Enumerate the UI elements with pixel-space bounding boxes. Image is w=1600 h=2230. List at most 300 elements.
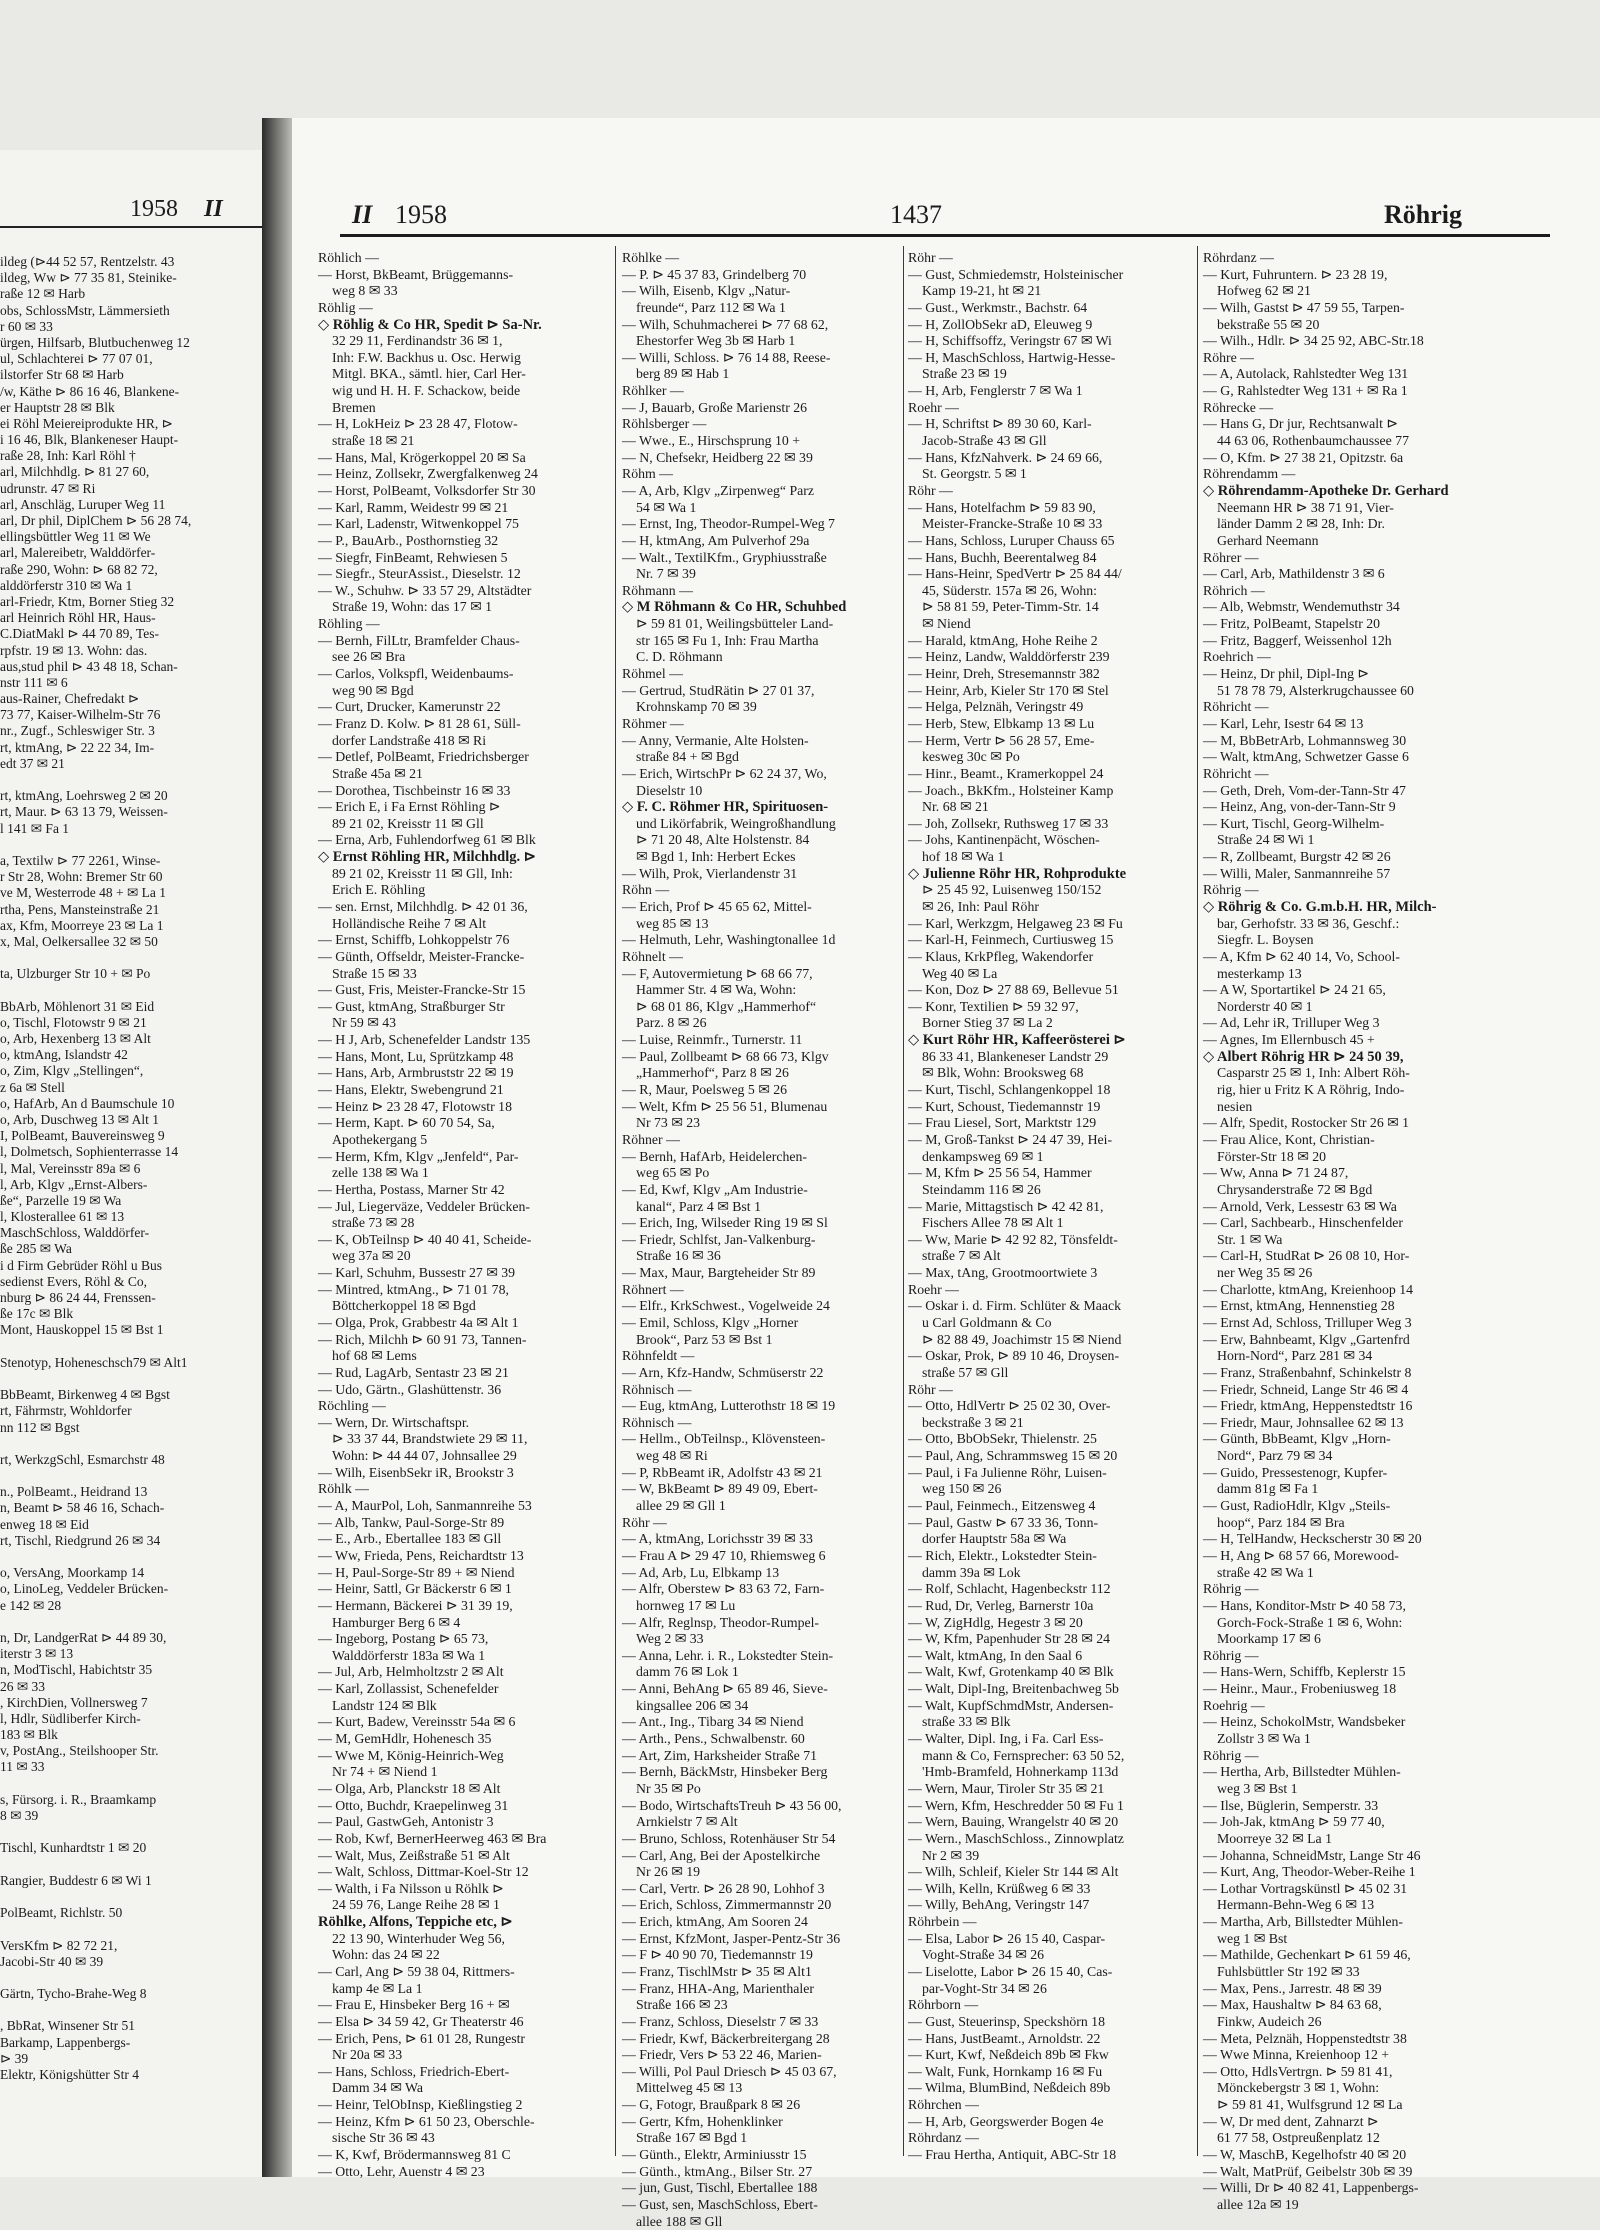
directory-entry-line: Straße 19, Wohn: das 17 ✉ 1	[332, 599, 493, 615]
left-entry-line	[0, 982, 262, 998]
directory-entry-line: — Wilh, Schleif, Kieler Str 144 ✉ Alt	[908, 1864, 1119, 1880]
directory-entry-line: — Kurt, Schoust, Tiedemannstr 19	[908, 1098, 1101, 1114]
directory-entry-line: C. D. Röhmann	[636, 649, 723, 665]
directory-entry-line: Weg 2 ✉ 33	[636, 1631, 704, 1647]
directory-entry-line: — Max, Maur, Bargteheider Str 89	[622, 1265, 816, 1281]
left-entry-line: l, Dolmetsch, Sophienterrasse 14	[0, 1144, 179, 1160]
directory-entry-line: — Ant., Ing., Tibarg 34 ✉ Niend	[622, 1714, 804, 1730]
directory-entry-line: — Klaus, KrkPfleg, Wakendorfer	[908, 948, 1094, 964]
directory-entry-line: — Gust., Werkmstr., Bachstr. 64	[908, 299, 1088, 315]
directory-entry-line: — Heinz, Kfm ⊳ 61 50 23, Oberschle-	[318, 2113, 535, 2129]
surname-heading: Röhnfeldt —	[622, 1348, 695, 1364]
directory-entry-line: — Horst, PolBeamt, Volksdorfer Str 30	[318, 482, 536, 498]
directory-entry-line: — Hinr., Beamt., Kramerkoppel 24	[908, 765, 1104, 781]
surname-heading: Röhrig —	[1203, 882, 1259, 898]
surname-heading: Röhricht —	[1203, 699, 1269, 715]
directory-entry-line: — Hans, Buchh, Beerentalweg 84	[908, 549, 1097, 565]
directory-entry-line: see 26 ✉ Bra	[332, 649, 406, 665]
left-entry-line: 11 ✉ 33	[0, 1759, 45, 1775]
directory-entry-line: Nr 2 ✉ 39	[922, 1847, 980, 1863]
left-entry-line: Stenotyp, Hoheneschsch79 ✉ Alt1	[0, 1354, 188, 1370]
directory-entry-line: — F, Autovermietung ⊳ 68 66 77,	[622, 965, 813, 981]
left-entry-line	[0, 1970, 262, 1986]
directory-entry-line: — Erich, WirtschPr ⊳ 62 24 37, Wo,	[622, 765, 827, 781]
directory-entry-line: — Elsa ⊳ 34 59 42, Gr Theaterstr 46	[318, 2013, 524, 2029]
directory-entry-line: — H, TelHandw, Heckscherstr 30 ✉ 20	[1203, 1531, 1422, 1547]
directory-entry-line: — Curt, Drucker, Kamerunstr 22	[318, 699, 501, 715]
directory-entry-line: — Walt, Mus, Zeißstraße 51 ✉ Alt	[318, 1847, 510, 1863]
directory-entry-line: — E., Arb., Ebertallee 183 ✉ Gll	[318, 1531, 502, 1547]
left-entry-line: n, ModTischl, Habichtstr 35	[0, 1662, 153, 1678]
surname-heading: Röhner —	[622, 1131, 680, 1147]
left-entry-line: n, Dr, LandgerRat ⊳ 44 89 30,	[0, 1629, 167, 1645]
directory-entry-line: — Bruno, Schloss, Rotenhäuser Str 54	[622, 1830, 836, 1846]
left-entry-line: n., PolBeamt., Heidrand 13	[0, 1484, 148, 1500]
directory-entry-line: — A, MaurPol, Loh, Sanmannreihe 53	[318, 1498, 532, 1514]
directory-entry-line: Fischers Allee 78 ✉ Alt 1	[922, 1215, 1064, 1231]
left-entry-line: r Str 28, Wohn: Bremer Str 60	[0, 869, 163, 885]
directory-entry-line: — Rich, Elektr., Lokstedter Stein-	[908, 1547, 1097, 1563]
directory-entry-line: weg 90 ✉ Bgd	[332, 682, 414, 698]
directory-entry-line: — Frau Liesel, Sort, Marktstr 129	[908, 1115, 1097, 1131]
directory-entry-line: — Ww, Marie ⊳ 42 92 82, Tönsfeldt-	[908, 1231, 1118, 1247]
surname-heading: Röhr —	[908, 482, 953, 498]
left-entry-line: o, HafArb, An d Baumschule 10	[0, 1095, 175, 1111]
directory-entry-line: — Udo, Gärtn., Glashüttenstr. 36	[318, 1381, 502, 1397]
directory-entry-line: — Herm, Vertr ⊳ 56 28 57, Eme-	[908, 732, 1095, 748]
directory-entry-line: — Hans, Mont, Lu, Sprützkamp 48	[318, 1048, 514, 1064]
surname-heading: Roehr —	[908, 1281, 959, 1297]
header-volume: II	[352, 200, 373, 229]
left-entry-line: iterstr 3 ✉ 13	[0, 1646, 74, 1662]
directory-entry-line: — Ernst, Ing, Theodor-Rumpel-Weg 7	[622, 516, 835, 532]
directory-entry-line: — G, Rahlstedter Weg 131 + ✉ Ra 1	[1203, 383, 1408, 399]
directory-entry-line: — Hans, Schloss, Friedrich-Ebert-	[318, 2063, 510, 2079]
directory-entry-line: straße 57 ✉ Gll	[922, 1364, 1009, 1380]
directory-entry-line: — N, Chefsekr, Heidberg 22 ✉ 39	[622, 449, 813, 465]
left-entry-line: o, Arb, Hexenberg 13 ✉ Alt	[0, 1031, 151, 1046]
left-entry-line: o, LinoLeg, Veddeler Brücken-	[0, 1581, 169, 1597]
left-entry-line: rt, Fährmstr, Wohldorfer	[0, 1403, 132, 1419]
left-header-volume: II	[204, 196, 223, 222]
directory-entry-line: — Guido, Pressestenogr, Kupfer-	[1203, 1464, 1388, 1480]
directory-entry-line: — M, GemHdlr, Hohenesch 35	[318, 1731, 492, 1747]
directory-entry-line: ◇ Röhlig & Co HR, Spedit ⊳ Sa-Nr.	[318, 316, 542, 333]
directory-entry-line: — Wwe Minna, Kreienhoop 12 +	[1203, 2047, 1390, 2063]
directory-entry-line: — Hans, Konditor-Mstr ⊳ 40 58 73,	[1203, 1597, 1406, 1613]
directory-entry-line: — Alb, Tankw, Paul-Sorge-Str 89	[318, 1514, 505, 1530]
directory-entry-line: — Erich E, i Fa Ernst Röhling ⊳	[318, 799, 501, 815]
left-entry-line: ße 285 ✉ Wa	[0, 1241, 72, 1257]
directory-entry-line: — Carl, Sachbearb., Hinschenfelder	[1203, 1215, 1403, 1231]
directory-entry-line: — Ernst, Schiffb, Lohkoppelstr 76	[318, 932, 510, 948]
directory-entry-line: — Hertha, Arb, Billstedter Mühlen-	[1203, 1764, 1401, 1780]
directory-entry-line: — Hans, Schloss, Luruper Chauss 65	[908, 532, 1115, 548]
directory-entry-line: Straße 16 ✉ 36	[636, 1248, 721, 1264]
directory-entry-line: 32 29 11, Ferdinandstr 36 ✉ 1,	[332, 333, 503, 349]
directory-entry-line: — Arn, Kfz-Handw, Schmüserstr 22	[622, 1364, 824, 1380]
directory-entry-line: weg 150 ✉ 26	[922, 1481, 1002, 1497]
directory-entry-line: Finkw, Audeich 26	[1217, 2013, 1322, 2029]
directory-entry-line: — Johs, Kantinenpächt, Wöschen-	[908, 832, 1100, 848]
surname-heading: Röchling —	[318, 1398, 386, 1414]
directory-entry-line: — Karl, Lehr, Isestr 64 ✉ 13	[1203, 715, 1364, 731]
directory-entry-line: dorfer Hauptstr 58a ✉ Wa	[922, 1531, 1067, 1547]
directory-entry-line: — Martha, Arb, Billstedter Mühlen-	[1203, 1914, 1404, 1930]
directory-entry-line: Böttcherkoppel 18 ✉ Bgd	[332, 1298, 476, 1314]
directory-entry-line: — Walt, ktmAng, Schwetzer Gasse 6	[1203, 749, 1409, 765]
directory-entry-line: Nr 20a ✉ 33	[332, 2047, 403, 2063]
directory-entry-line: — Karl-H, Feinmech, Curtiusweg 15	[908, 932, 1114, 948]
surname-heading: Röhlsberger —	[622, 416, 707, 432]
directory-entry-line: — Karl, Schuhm, Bussestr 27 ✉ 39	[318, 1265, 516, 1281]
directory-entry-line: — Rich, Milchh ⊳ 60 91 73, Tannen-	[318, 1331, 527, 1347]
left-entry-line: Gärtn, Tycho-Brahe-Weg 8	[0, 1986, 147, 2002]
directory-entry-line: straße 42 ✉ Wa 1	[1217, 1564, 1314, 1580]
left-entry-line	[0, 1436, 262, 1452]
directory-entry-line: — Willi, Schloss. ⊳ 76 14 88, Reese-	[622, 349, 831, 365]
directory-entry-line: 22 13 90, Winterhuder Weg 56,	[332, 1930, 505, 1946]
directory-entry-line: — Franz, TischlMstr ⊳ 35 ✉ Alt1	[622, 1963, 812, 1979]
left-entry-line: ax, Kfm, Moorreye 23 ✉ La 1	[0, 917, 164, 933]
directory-entry-line: damm 81g ✉ Fa 1	[1217, 1481, 1319, 1497]
surname-heading: Röhmann —	[622, 582, 693, 598]
directory-entry-line: ✉ Blk, Wohn: Brooksweg 68	[922, 1065, 1084, 1081]
directory-entry-line: — A W, Sportartikel ⊳ 24 21 65,	[1203, 982, 1386, 998]
directory-entry-line: — Fritz, PolBeamt, Stapelstr 20	[1203, 616, 1381, 632]
directory-entry-line: — Olga, Arb, Planckstr 18 ✉ Alt	[318, 1780, 501, 1796]
directory-entry-line: — Karl, Werkzgm, Helgaweg 23 ✉ Fu	[908, 915, 1123, 931]
surname-heading: Röhnelt —	[622, 948, 683, 964]
directory-entry-line: Weg 40 ✉ La	[922, 965, 998, 981]
directory-entry-line: — H, LokHeiz ⊳ 23 28 47, Flotow-	[318, 416, 518, 432]
directory-entry-line: — H, Schriftst ⊳ 89 30 60, Karl-	[908, 416, 1092, 432]
directory-entry-line: Zollstr 3 ✉ Wa 1	[1217, 1731, 1311, 1747]
directory-entry-line: freunde“, Parz 112 ✉ Wa 1	[636, 299, 786, 315]
directory-entry-line: 54 ✉ Wa 1	[636, 499, 697, 515]
surname-heading: Röhrdanz —	[1203, 250, 1274, 265]
directory-entry-line: — Rud, LagArb, Sentastr 23 ✉ 21	[318, 1364, 509, 1380]
surname-heading: Röhrborn —	[908, 1997, 979, 2013]
directory-entry-line: Straße 45a ✉ 21	[332, 765, 423, 781]
surname-heading: Röhricht —	[1203, 765, 1269, 781]
directory-entry-line: — Franz, Schloss, Dieselstr 7 ✉ 33	[622, 2013, 819, 2029]
directory-entry-line: — Rolf, Schlacht, Hagenbeckstr 112	[908, 1581, 1111, 1597]
directory-entry-line: — Willi, Pol Paul Driesch ⊳ 45 03 67,	[622, 2063, 837, 2079]
directory-entry-line: — Gertrud, StudRätin ⊳ 27 01 37,	[622, 682, 815, 698]
directory-entry-line: straße 33 ✉ Blk	[922, 1714, 1011, 1730]
left-entry-line	[0, 1776, 262, 1792]
directory-entry-line: kesweg 30c ✉ Po	[922, 749, 1020, 765]
left-entry-line: Barkamp, Lappenbergs-	[0, 2034, 131, 2050]
directory-entry-line: Wohn: das 24 ✉ 22	[332, 1947, 440, 1963]
directory-entry-line: — Carl, Vertr. ⊳ 26 28 90, Lohhof 3	[622, 1880, 825, 1896]
directory-entry-line: — Walt., TextilKfm., Gryphiusstraße	[622, 549, 827, 565]
directory-entry-line: Voght-Straße 34 ✉ 26	[922, 1947, 1045, 1963]
directory-entry-line: — K, ObTeilnsp ⊳ 40 40 41, Scheide-	[318, 1231, 532, 1247]
left-entry-line: 73 77, Kaiser-Wilhelm-Str 76	[0, 707, 161, 723]
directory-entry-line: Gerhard Neemann	[1217, 532, 1319, 548]
directory-entry-line: — Erw, Bahnbeamt, Klgv „Gartenfrd	[1203, 1331, 1410, 1347]
directory-entry-line: — Alfr, Spedit, Rostocker Str 26 ✉ 1	[1203, 1115, 1410, 1131]
left-entry-line: o, ktmAng, Islandstr 42	[0, 1047, 128, 1063]
directory-entry-line: Casparstr 25 ✉ 1, Inh: Albert Röh-	[1217, 1065, 1410, 1081]
left-entry-line: s, Fürsorg. i. R., Braamkamp	[0, 1791, 157, 1807]
left-entry-line: , BbRat, Winsener Str 51	[0, 2018, 135, 2034]
left-entry-line: arl Heinrich Röhl HR, Haus-	[0, 610, 156, 626]
left-entry-line	[0, 837, 262, 853]
directory-entry-line: 44 63 06, Rothenbaumchaussee 77	[1217, 433, 1409, 449]
directory-entry-line: — Wern, Maur, Tiroler Str 35 ✉ 21	[908, 1780, 1105, 1796]
directory-entry-line: weg 1 ✉ Bst	[1217, 1930, 1288, 1946]
directory-entry-line: — M, Kfm ⊳ 25 56 54, Hammer	[908, 1165, 1092, 1181]
left-entry-line: n, Beamt ⊳ 58 46 16, Schach-	[0, 1500, 165, 1516]
directory-entry-line: nesien	[1217, 1098, 1253, 1114]
left-entry-line: ta, Ulzburger Str 10 + ✉ Po	[0, 966, 151, 982]
directory-entry-line: Inh: F.W. Backhus u. Osc. Herwig	[332, 349, 521, 365]
directory-entry-line: Nr 73 ✉ 23	[636, 1115, 701, 1131]
directory-entry-line: — Lothar Vortragskünstl ⊳ 45 02 31	[1203, 1880, 1408, 1896]
left-entry-line: r 60 ✉ 33	[0, 318, 53, 334]
directory-entry-line: — Otto, HdlsVertrgn. ⊳ 59 81 41,	[1203, 2063, 1393, 2079]
surname-heading: Roehrig —	[1203, 1697, 1265, 1713]
directory-entry-line: — P., BauArb., Posthornstieg 32	[318, 532, 499, 548]
left-entry-line	[0, 1921, 262, 1937]
left-entry-line	[0, 1339, 262, 1355]
left-entry-line	[0, 1824, 262, 1840]
directory-entry-line: — W., Schuhw. ⊳ 33 57 29, Altstädter	[318, 582, 532, 598]
directory-entry-line: — Hans, Elektr, Swebengrund 21	[318, 1082, 504, 1098]
left-entry-line: udrunstr. 47 ✉ Ri	[0, 480, 96, 496]
directory-entry-line: — P, RbBeamt iR, Adolfstr 43 ✉ 21	[622, 1464, 823, 1480]
left-entry-line: o, VersAng, Moorkamp 14	[0, 1565, 145, 1581]
directory-entry-line: — Heinr, TelObInsp, Kießlingstieg 2	[318, 2097, 523, 2113]
directory-entry-line: „Hammerhof“, Parz 8 ✉ 26	[636, 1065, 789, 1081]
left-entry-line	[0, 1371, 262, 1387]
directory-entry-line: — Kon, Doz ⊳ 27 88 69, Bellevue 51	[908, 982, 1119, 998]
left-entry-line: VersKfm ⊳ 82 72 21,	[0, 1937, 118, 1953]
column-divider	[615, 246, 616, 2156]
left-entry-line: ürgen, Hilfsarb, Blutbuchenweg 12	[0, 334, 190, 350]
directory-entry-line: — Wilh., Hdlr. ⊳ 34 25 92, ABC-Str.18	[1203, 333, 1424, 349]
directory-entry-line: Röhlke, Alfons, Teppiche etc, ⊳	[318, 1914, 513, 1931]
surname-heading: Röhrecke —	[1203, 399, 1274, 415]
left-entry-line: o, Arb, Duschweg 13 ✉ Alt 1	[0, 1111, 160, 1127]
directory-entry-line: — Joach., BkKfm., Holsteiner Kamp	[908, 782, 1114, 798]
directory-entry-line: — Olga, Prok, Grabbestr 4a ✉ Alt 1	[318, 1315, 519, 1330]
directory-entry-line: Straße 15 ✉ 33	[332, 965, 417, 981]
directory-entry-line: Hamburger Berg 6 ✉ 4	[332, 1614, 461, 1630]
directory-entry-line: — Arnold, Verk, Lessestr 63 ✉ Wa	[1203, 1198, 1397, 1214]
directory-entry-line: Arnkielstr 7 ✉ Alt	[636, 1814, 738, 1830]
directory-entry-line: Nord“, Parz 79 ✉ 34	[1217, 1448, 1333, 1464]
directory-entry-line: — O, Kfm. ⊳ 27 38 21, Opitzstr. 6a	[1203, 449, 1404, 465]
directory-entry-line: Kamp 19-21, ht ✉ 21	[922, 283, 1042, 299]
directory-entry-line: Apothekergang 5	[332, 1131, 428, 1147]
directory-column-4	[1203, 250, 1485, 2212]
left-entry-line	[0, 1549, 262, 1565]
left-entry-line: x, Mal, Oelkersallee 32 ✉ 50	[0, 933, 158, 949]
directory-entry-line: kanal“, Parz 4 ✉ Bst 1	[636, 1198, 761, 1214]
left-page	[0, 150, 262, 2177]
left-entry-line: raße 290, Wohn: ⊳ 68 82 72,	[0, 561, 158, 577]
directory-entry-line: par-Voght-Str 34 ✉ 26	[922, 1980, 1047, 1996]
directory-entry-line: Straße 23 ✉ 19	[922, 366, 1007, 382]
directory-entry-line: allee 188 ✉ Gll	[636, 2213, 723, 2229]
directory-entry-line: — Paul, GastwGeh, Antonistr 3	[318, 1814, 494, 1830]
left-entry-line: rtha, Pens, Mansteinstraße 21	[0, 901, 160, 917]
directory-entry-line: denkampsweg 69 ✉ 1	[922, 1148, 1044, 1164]
left-entry-line	[0, 1468, 262, 1484]
directory-entry-line: — Carl-H, StudRat ⊳ 26 08 10, Hor-	[1203, 1248, 1410, 1264]
left-entry-line: v, PostAng., Steilshooper Str.	[0, 1743, 159, 1759]
directory-entry-line: — Bodo, WirtschaftsTreuh ⊳ 43 56 00,	[622, 1797, 842, 1813]
directory-entry-line: — Günth., ktmAng., Bilser Str. 27	[622, 2163, 813, 2179]
left-entry-line: o, Zim, Klgv „Stellingen“,	[0, 1063, 144, 1079]
directory-entry-line: — Bernh, BäckMstr, Hinsbeker Berg	[622, 1764, 828, 1780]
directory-entry-line: 24 59 76, Lange Reihe 28 ✉ 1	[332, 1897, 500, 1913]
left-entry-line	[0, 2002, 262, 2018]
left-entry-line: ße“, Parzelle 19 ✉ Wa	[0, 1192, 122, 1208]
surname-heading: Röhlig —	[318, 299, 373, 315]
directory-entry-line: — Ed, Kwf, Klgv „Am Industrie-	[622, 1181, 808, 1197]
surname-heading: Röhmer —	[622, 715, 684, 731]
directory-entry-line: berg 89 ✉ Hab 1	[636, 366, 730, 382]
directory-entry-line: — Walt, Funk, Hornkamp 16 ✉ Fu	[908, 2063, 1103, 2079]
left-entry-line: ße 17c ✉ Blk	[0, 1306, 74, 1322]
directory-entry-line: — Frau A ⊳ 29 47 10, Rhiemsweg 6	[622, 1547, 826, 1563]
surname-heading: Röhrer —	[1203, 549, 1259, 565]
directory-entry-line: — Walt, Schloss, Dittmar-Koel-Str 12	[318, 1864, 529, 1880]
directory-entry-line: ◇ Kurt Röhr HR, Kaffeerösterei ⊳	[908, 1032, 1126, 1049]
directory-entry-line: ✉ 26, Inh: Paul Röhr	[922, 898, 1039, 914]
directory-entry-line: Moorreye 32 ✉ La 1	[1217, 1830, 1333, 1846]
directory-entry-line: — Emil, Schloss, Klgv „Horner	[622, 1315, 799, 1330]
directory-entry-line: — Ad, Arb, Lu, Elbkamp 13	[622, 1564, 780, 1580]
directory-entry-line: Krohnskamp 70 ✉ 39	[636, 699, 757, 715]
directory-entry-line: — Alfr, Reglnsp, Theodor-Rumpel-	[622, 1614, 820, 1630]
directory-entry-line: — Friedr, Schlfst, Jan-Valkenburg-	[622, 1231, 816, 1247]
directory-entry-line: hof 18 ✉ Wa 1	[922, 849, 1005, 865]
directory-entry-line: — Walt, KupfSchmdMstr, Andersen-	[908, 1697, 1114, 1713]
directory-entry-line: — Max, Pens., Jarrestr. 48 ✉ 39	[1203, 1980, 1382, 1996]
directory-entry-line: — G, Fotogr, Braußpark 8 ✉ 26	[622, 2097, 801, 2113]
directory-entry-line: — H, ktmAng, Am Pulverhof 29a	[622, 532, 810, 548]
directory-entry-line: — H, Paul-Sorge-Str 89 + ✉ Niend	[318, 1564, 515, 1580]
directory-entry-line: — H J, Arb, Schenefelder Landstr 135	[318, 1032, 531, 1048]
directory-entry-line: ◇ F. C. Röhmer HR, Spirituosen-	[622, 799, 829, 816]
directory-entry-line: — Walter, Dipl. Ing, i Fa. Carl Ess-	[908, 1731, 1104, 1747]
directory-entry-line: — Kurt, Fuhruntern. ⊳ 23 28 19,	[1203, 266, 1388, 282]
left-entry-line: obs, SchlossMstr, Lämmersieth	[0, 302, 170, 318]
page-number: 1437	[890, 200, 942, 229]
directory-entry-line: — Max, tAng, Grootmoortwiete 3	[908, 1265, 1098, 1281]
directory-entry-line: ⊳ 71 20 48, Alte Holstenstr. 84	[636, 832, 810, 848]
directory-entry-line: Brook“, Parz 53 ✉ Bst 1	[636, 1331, 773, 1347]
directory-entry-line: — Wilh, EisenbSekr iR, Brookstr 3	[318, 1464, 514, 1480]
directory-entry-line: — Bernh, HafArb, Heidelerchen-	[622, 1148, 808, 1164]
directory-entry-line: — Hans, Arb, Armbruststr 22 ✉ 19	[318, 1065, 514, 1081]
directory-entry-line: — A, Kfm ⊳ 62 40 14, Vo, School-	[1203, 948, 1400, 964]
directory-entry-line: Siegfr. L. Boysen	[1217, 932, 1314, 948]
directory-entry-line: mesterkamp 13	[1217, 965, 1302, 981]
directory-entry-line: — Kurt, Tischl, Schlangenkoppel 18	[908, 1082, 1111, 1098]
left-entry-line: o, Tischl, Flotowstr 9 ✉ 21	[0, 1014, 147, 1030]
left-entry-line: /w, Käthe ⊳ 86 16 46, Blankene-	[0, 383, 180, 399]
directory-entry-line: — Alb, Webmstr, Wendemuthstr 34	[1203, 599, 1400, 615]
directory-entry-line: — Ilse, Büglerin, Semperstr. 33	[1203, 1797, 1379, 1813]
directory-entry-line: Jacob-Straße 43 ✉ Gll	[922, 433, 1047, 449]
directory-entry-line: — Jul, Liegerväze, Veddeler Brücken-	[318, 1198, 530, 1214]
surname-heading: Röhrig —	[1203, 1581, 1259, 1597]
surname-heading: Röhlke —	[622, 250, 680, 265]
directory-entry-line: — Walth, i Fa Nilsson u Röhlk ⊳	[318, 1880, 504, 1896]
directory-entry-line: 89 21 02, Kreisstr 11 ✉ Gll	[332, 815, 484, 831]
directory-entry-line: länder Damm 2 ✉ 28, Inh: Dr.	[1217, 516, 1385, 532]
directory-entry-line: 86 33 41, Blankeneser Landstr 29	[922, 1048, 1109, 1064]
directory-entry-line: — Charlotte, ktmAng, Kreienhoop 14	[1203, 1281, 1413, 1297]
surname-heading: Röhlk —	[318, 1481, 369, 1497]
directory-entry-line: hoop“, Parz 184 ✉ Bra	[1217, 1514, 1345, 1530]
directory-entry-line: Nr 74 + ✉ Niend 1	[332, 1764, 438, 1780]
directory-entry-line: mann & Co, Fernsprecher: 63 50 52,	[922, 1747, 1125, 1763]
directory-entry-line: — Gust, ktmAng, Straßburger Str	[318, 998, 505, 1014]
surname-heading: Röhrig —	[1203, 1747, 1259, 1763]
directory-entry-line: — Wern., MaschSchloss., Zinnowplatz	[908, 1830, 1124, 1846]
surname-heading: Röhnisch —	[622, 1414, 692, 1430]
directory-entry-line: — Hermann, Bäckerei ⊳ 31 39 19,	[318, 1597, 513, 1613]
directory-entry-line: Borner Stieg 37 ✉ La 2	[922, 1015, 1053, 1031]
left-entry-line	[0, 950, 262, 966]
directory-entry-line: ◇ Julienne Röhr HR, Rohprodukte	[908, 865, 1127, 882]
directory-entry-line: — Heinz, SchokolMstr, Wandsbeker	[1203, 1714, 1406, 1730]
left-entry-line: l, Arb, Klgv „Ernst-Albers-	[0, 1176, 148, 1192]
directory-entry-line: — Erich, ktmAng, Am Sooren 24	[622, 1914, 808, 1930]
directory-entry-line: — Eug, ktmAng, Lutterothstr 18 ✉ 19	[622, 1398, 836, 1414]
directory-entry-line: — Wern, Kfm, Heschredder 50 ✉ Fu 1	[908, 1797, 1124, 1813]
directory-entry-line: — Geth, Dreh, Vom-der-Tann-Str 47	[1203, 782, 1406, 798]
directory-entry-line: — Franz, HHA-Ang, Marienthaler	[622, 1980, 814, 1996]
directory-entry-line: Nr 59 ✉ 43	[332, 1015, 397, 1031]
directory-entry-line: straße 73 ✉ 28	[332, 1215, 415, 1231]
directory-entry-line: — Walt, ktmAng, In den Saal 6	[908, 1647, 1083, 1663]
directory-entry-line: — Walt, MatPrüf, Geibelstr 30b ✉ 39	[1203, 2163, 1413, 2179]
left-entry-line: sedienst Evers, Röhl & Co,	[0, 1273, 147, 1289]
left-entry-line: ei Röhl Meiereiprodukte HR, ⊳	[0, 415, 173, 431]
left-entry-line: Jacobi-Str 40 ✉ 39	[0, 1953, 104, 1969]
directory-entry-line: — Herb, Stew, Elbkamp 13 ✉ Lu	[908, 715, 1095, 731]
directory-entry-line: — Gust, Fris, Meister-Francke-Str 15	[318, 982, 526, 998]
left-entry-line: Elektr, Königshütter Str 4	[0, 2067, 139, 2082]
directory-entry-line: ⊳ 68 01 86, Klgv „Hammerhof“	[636, 998, 817, 1014]
directory-entry-line: — M, Groß-Tankst ⊳ 24 47 39, Hei-	[908, 1131, 1113, 1147]
directory-entry-line: Gorch-Fock-Straße 1 ✉ 6, Wohn:	[1217, 1614, 1403, 1630]
directory-entry-line: 'Hmb-Bramfeld, Hohnerkamp 113d	[922, 1764, 1119, 1780]
directory-entry-line: — Günth, Offseldr, Meister-Francke-	[318, 948, 525, 964]
directory-entry-line: — Karl, Zollassist, Schenefelder	[318, 1681, 499, 1697]
directory-entry-line: zelle 138 ✉ Wa 1	[332, 1165, 429, 1181]
directory-entry-line: — Hans, JustBeamt., Arnoldstr. 22	[908, 2030, 1101, 2046]
directory-entry-line: — Oskar, Prok, ⊳ 89 10 46, Droysen-	[908, 1348, 1120, 1364]
surname-heading: Röhn —	[622, 882, 670, 898]
directory-entry-line: — Hans, Mal, Krögerkoppel 20 ✉ Sa	[318, 449, 526, 465]
directory-entry-line: — J, Bauarb, Große Marienstr 26	[622, 399, 808, 415]
left-entry-line: ildeg, Ww ⊳ 77 35 81, Steinike-	[0, 270, 177, 286]
left-entry-line: i d Firm Gebrüder Röhl u Bus	[0, 1257, 162, 1273]
directory-entry-line: Holländische Reihe 7 ✉ Alt	[332, 915, 487, 931]
directory-entry-line: Mittelweg 45 ✉ 13	[636, 2080, 743, 2096]
directory-entry-line: — Otto, HdlVertr ⊳ 25 02 30, Over-	[908, 1398, 1111, 1414]
